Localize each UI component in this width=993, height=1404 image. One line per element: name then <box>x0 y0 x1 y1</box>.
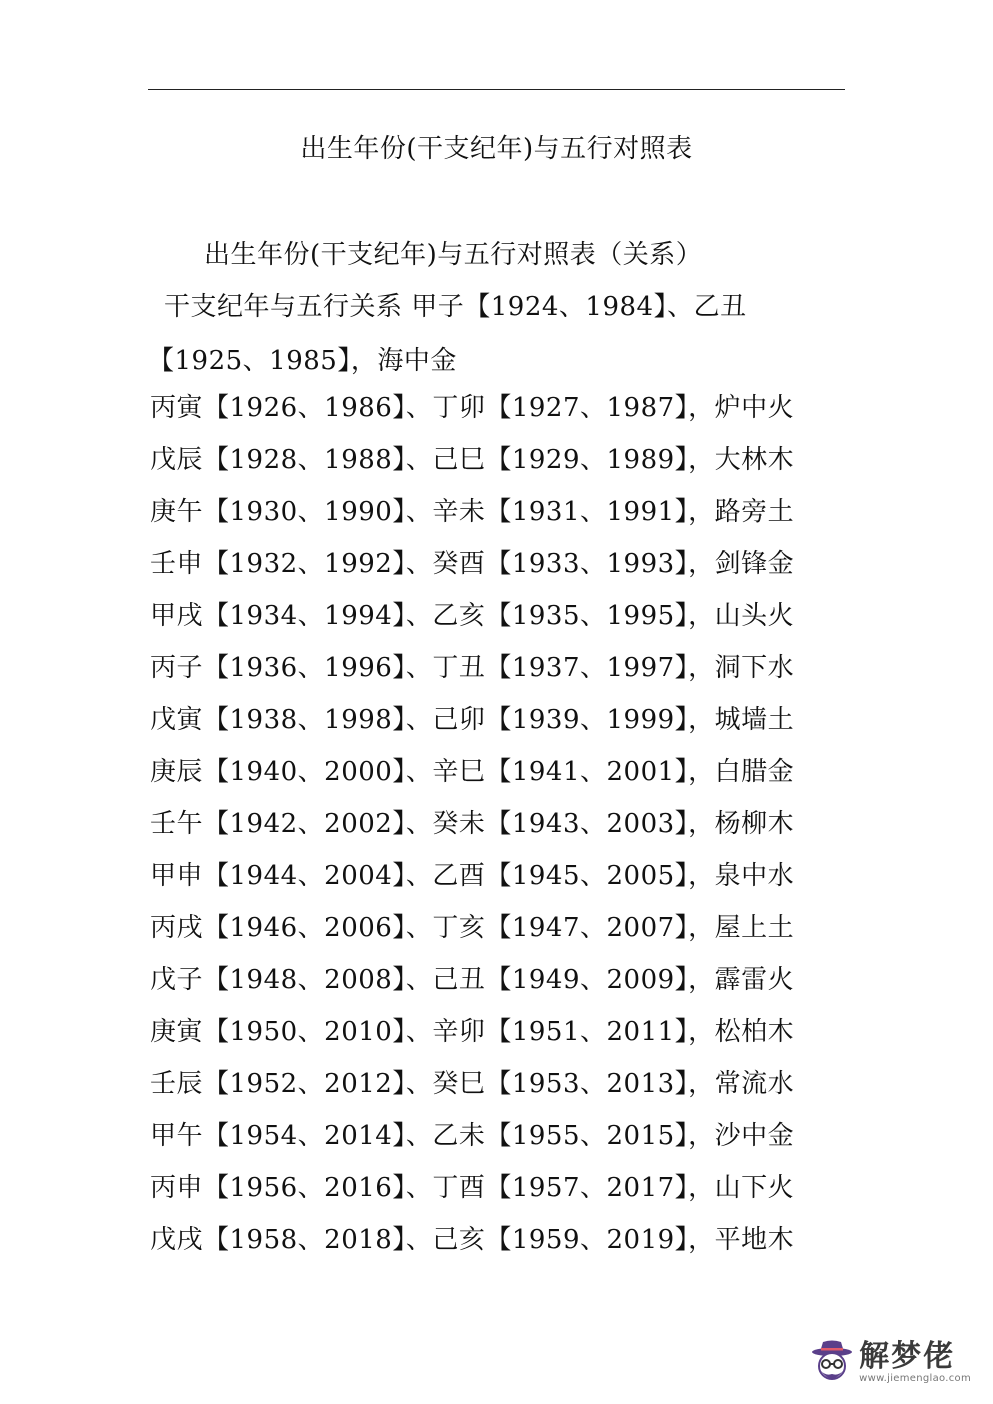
document-subtitle: 出生年份(干支纪年)与五行对照表（关系） <box>204 240 703 270</box>
watermark-url: www.jiemenglao.com <box>859 1373 971 1384</box>
intro-line-1: 干支纪年与五行关系 甲子【1924、1984】、乙丑 <box>164 292 747 322</box>
list-item: 壬午【1942、2002】、癸未【1943、2003】，杨柳木 <box>150 809 795 839</box>
intro-line-2: 【1925、1985】，海中金 <box>148 346 457 376</box>
list-item: 壬辰【1952、2012】、癸巳【1953、2013】，常流水 <box>150 1069 795 1099</box>
list-item: 戊辰【1928、1988】、己巳【1929、1989】，大林木 <box>150 445 795 475</box>
list-item: 戊戌【1958、2018】、己亥【1959、2019】，平地木 <box>150 1225 795 1255</box>
list-item: 戊子【1948、2008】、己丑【1949、2009】，霹雷火 <box>150 965 795 995</box>
watermark-name: 解梦佬 <box>859 1339 956 1374</box>
list-item: 甲申【1944、2004】、乙酉【1945、2005】，泉中水 <box>150 861 795 891</box>
list-item: 丙寅【1926、1986】、丁卯【1927、1987】，炉中火 <box>150 393 795 423</box>
document-title: 出生年份(干支纪年)与五行对照表 <box>300 134 693 164</box>
watermark <box>811 1340 971 1386</box>
detective-face-icon <box>811 1340 853 1386</box>
header-rule <box>148 89 845 90</box>
list-item: 壬申【1932、1992】、癸酉【1933、1993】，剑锋金 <box>150 549 795 579</box>
list-item: 丙申【1956、2016】、丁酉【1957、2017】，山下火 <box>150 1173 795 1203</box>
list-item: 甲戌【1934、1994】、乙亥【1935、1995】，山头火 <box>150 601 795 631</box>
list-item: 甲午【1954、2014】、乙未【1955、2015】，沙中金 <box>150 1121 795 1151</box>
list-item: 戊寅【1938、1998】、己卯【1939、1999】，城墙土 <box>150 705 795 735</box>
list-item: 庚辰【1940、2000】、辛巳【1941、2001】，白腊金 <box>150 757 795 787</box>
list-item: 丙子【1936、1996】、丁丑【1937、1997】，洞下水 <box>150 653 795 683</box>
year-element-list <box>150 389 850 1273</box>
list-item: 庚午【1930、1990】、辛未【1931、1991】，路旁土 <box>150 497 795 527</box>
list-item: 庚寅【1950、2010】、辛卯【1951、2011】，松柏木 <box>150 1017 795 1047</box>
list-item: 丙戌【1946、2006】、丁亥【1947、2007】，屋上土 <box>150 913 795 943</box>
